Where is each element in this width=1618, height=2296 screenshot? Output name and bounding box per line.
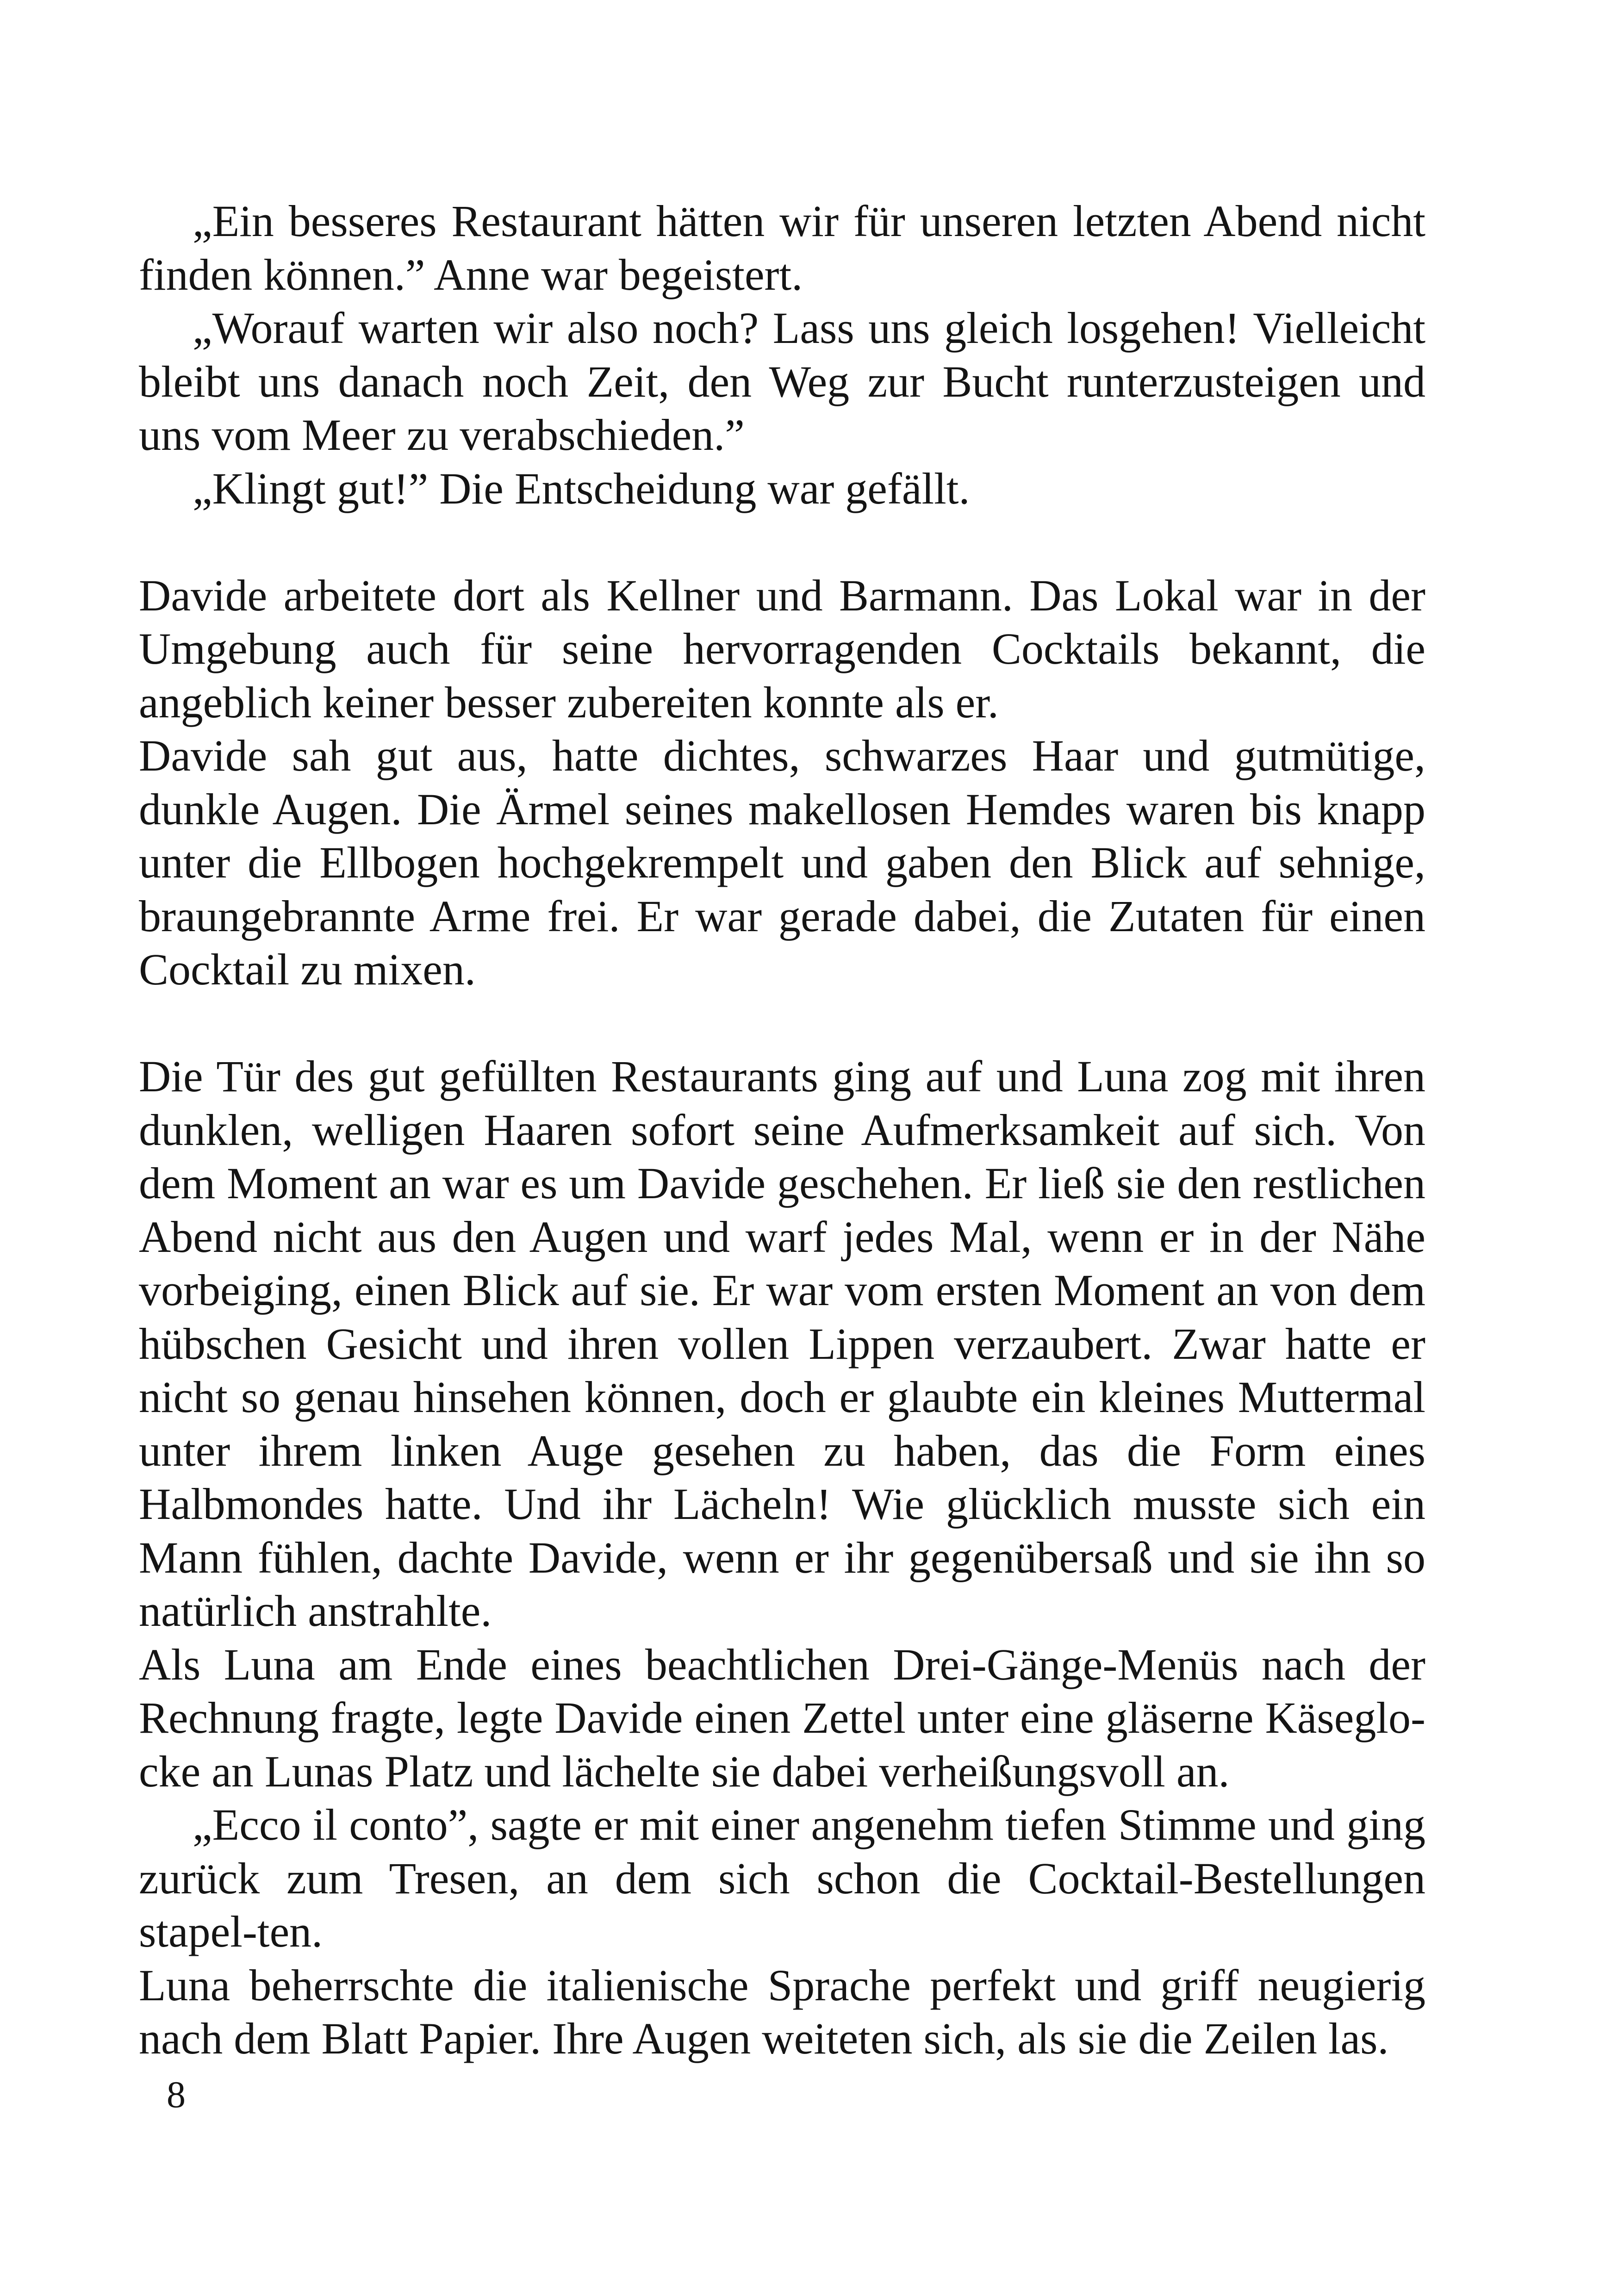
paragraph-davide-aussehen: Davide sah gut aus, hatte dichtes, schwarzes Haar und gutmütige, dunkle Augen. Die Ärmel seines makellosen Hemdes waren bis knapp unter die Ellbogen hochgekrempelt und gaben den Blick auf sehnige, braungebrannte Arme frei. Er war gerade dabei, die Zutaten für einen Cocktail zu mixen. bbox=[139, 731, 1425, 994]
paragraph-ecco-il-conto: „Ecco il conto”, sagte er mit einer angenehm tiefen Stimme und ging zurück zum Tresen, an dem sich schon die Cocktail-Bestellungen stapel-ten. bbox=[139, 1800, 1425, 1956]
body-text bbox=[139, 194, 1425, 2066]
paragraph-luna-eintritt: Die Tür des gut gefüllten Restaurants ging auf und Luna zog mit ihren dunklen, welligen Haaren sofort seine Aufmerksamkeit auf sich. Von dem Moment an war es um Davide geschehen. Er ließ sie den restlichen Abend nicht aus den Augen und warf jedes Mal, wenn er in der Nähe vorbeiging, einen Blick auf sie. Er war vom ersten Moment an von dem hübschen Gesicht und ihren vollen Lippen verzaubert. Zwar hatte er nicht so genau hinsehen können, doch er glaubte ein kleines Muttermal unter ihrem linken Auge gesehen zu haben, das die Form eines Halbmondes hatte. Und ihr Lächeln! Wie glücklich musste sich ein Mann fühlen, dachte Davide, wenn er ihr gegenübersaß und sie ihn so natürlich anstrahlte. bbox=[139, 1052, 1425, 1636]
page-number: 8 bbox=[167, 2073, 186, 2116]
paragraph-luna-liest: Luna beherrschte die italienische Sprache perfekt und griff neugierig nach dem Blatt Papier. Ihre Augen weiteten sich, als sie die Zeilen las. bbox=[139, 1960, 1425, 2063]
paragraph-worauf-warten: „Worauf warten wir also noch? Lass uns gleich losgehen! Vielleicht bleibt uns danach noch Zeit, den Weg zur Bucht runterzusteigen und uns vom Meer zu verabschieden.” bbox=[139, 303, 1425, 460]
paragraph-anne-restaurant: „Ein besseres Restaurant hätten wir für unseren letzten Abend nicht finden können.” Anne war begeistert. bbox=[139, 196, 1425, 299]
paragraph-rechnung: Als Luna am Ende eines beachtlichen Drei-Gänge-Menüs nach der Rechnung fragte, legte Davide einen Zettel unter eine gläserne Käseglo-cke an Lunas Platz und lächelte sie dabei verheißungsvoll an. bbox=[139, 1639, 1425, 1796]
paragraph-klingt-gut: „Klingt gut!” Die Entscheidung war gefällt. bbox=[193, 463, 970, 513]
paragraph-davide-kellner: Davide arbeitete dort als Kellner und Barmann. Das Lokal war in der Umgebung auch für seine hervorragenden Cocktails bekannt, die angeblich keiner besser zubereiten konnte als er. bbox=[139, 570, 1425, 727]
